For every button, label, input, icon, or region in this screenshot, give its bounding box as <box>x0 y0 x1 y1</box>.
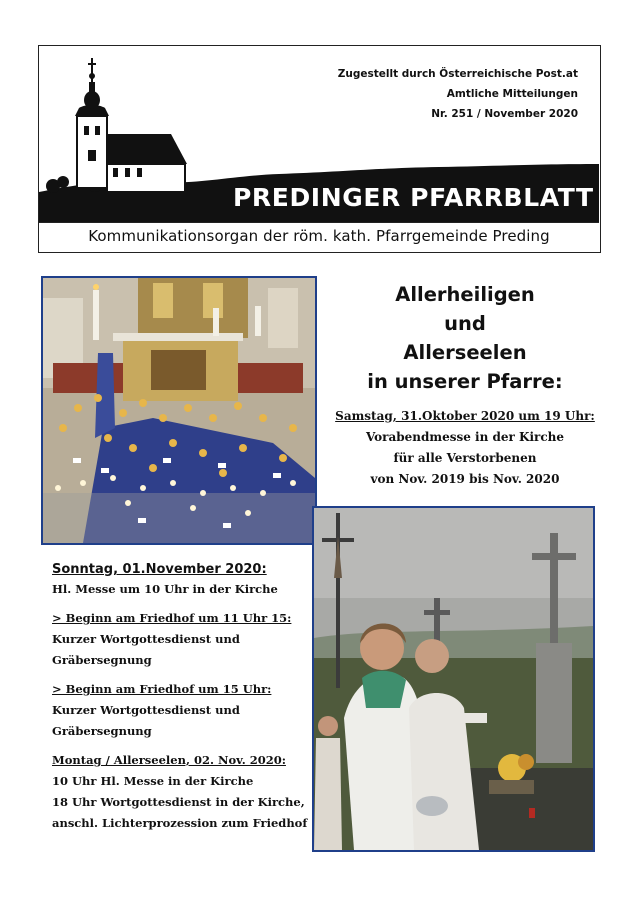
sunday-title: Sonntag, 01.November 2020: <box>52 562 267 577</box>
headline-line: Allerheiligen <box>395 283 535 306</box>
cemetery2-line: Kurzer Wortgottesdienst und <box>52 703 240 717</box>
issue-number: Nr. 251 / November 2020 <box>431 108 578 120</box>
subtitle-bar <box>39 222 599 252</box>
subtitle: Kommunikationsorgan der röm. kath. Pfarrgemeinde Preding <box>88 227 550 245</box>
delivery-line: Zugestellt durch Österreichische Post.at <box>337 68 578 80</box>
schedule <box>52 560 314 834</box>
cemetery2-title: > Beginn am Friedhof um 15 Uhr: <box>52 682 272 696</box>
delivery-line: Amtliche Mitteilungen <box>446 88 578 100</box>
delivery-notice <box>338 64 578 124</box>
vigil-date: Samstag, 31.Oktober 2020 um 19 Uhr: <box>335 409 595 423</box>
headline-line: und <box>444 312 486 335</box>
monday-line: anschl. Lichterprozession zum Friedhof <box>52 816 308 830</box>
church-icon <box>75 58 187 192</box>
monday-line: 10 Uhr Hl. Messe in der Kirche <box>52 774 254 788</box>
cemetery-photo <box>312 506 595 852</box>
vigil-line: für alle Verstorbenen <box>393 451 537 465</box>
cemetery1-line: Kurzer Wortgottesdienst und <box>52 632 240 646</box>
cemetery1-line: Gräbersegnung <box>52 653 152 667</box>
newsletter-header <box>38 45 601 253</box>
masthead-title: PREDINGER PFARRBLATT <box>233 183 594 212</box>
monday-title: Montag / Allerseelen, 02. Nov. 2020: <box>52 753 286 767</box>
vigil-announcement <box>322 406 608 490</box>
sunday-mass: Hl. Messe um 10 Uhr in der Kirche <box>52 582 278 596</box>
altar-photo <box>41 276 317 545</box>
vigil-line: von Nov. 2019 bis Nov. 2020 <box>370 472 560 486</box>
vigil-line: Vorabendmesse in der Kirche <box>365 430 565 444</box>
headline-line: in unserer Pfarre: <box>367 370 563 393</box>
cemetery1-title: > Beginn am Friedhof um 11 Uhr 15: <box>52 611 292 625</box>
monday-line: 18 Uhr Wortgottesdienst in der Kirche, <box>52 795 305 809</box>
headline-line: Allerseelen <box>403 341 527 364</box>
headline <box>330 280 600 396</box>
cemetery2-line: Gräbersegnung <box>52 724 152 738</box>
